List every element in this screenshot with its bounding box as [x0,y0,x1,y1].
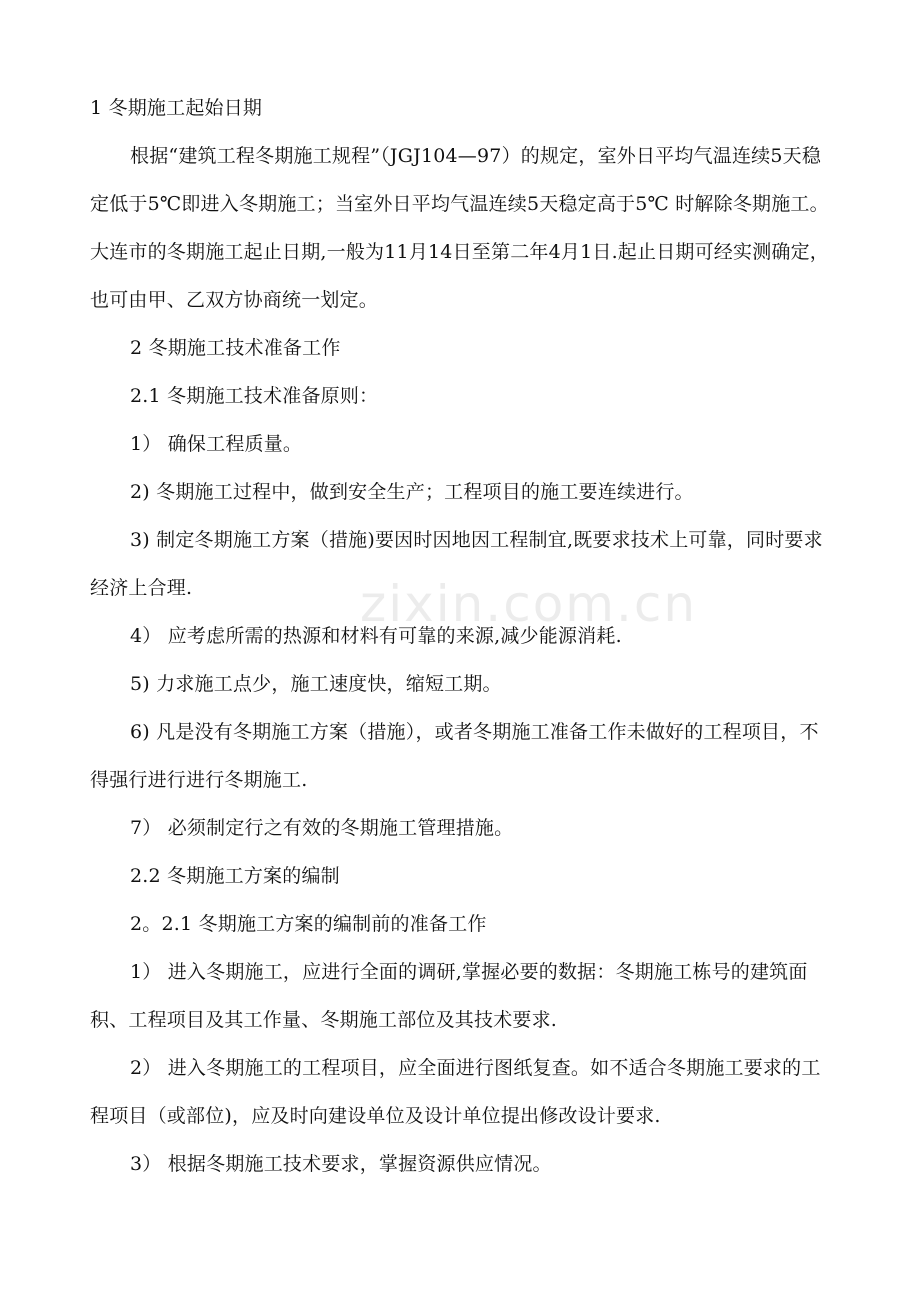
list-item: 4） 应考虑所需的热源和材料有可靠的来源,减少能源消耗. [130,625,622,647]
list-item: 2) 冬期施工过程中，做到安全生产；工程项目的施工要连续进行。 [130,481,694,503]
watermark: zixin.com.cn [360,575,698,633]
heading-2-1: 2.1 冬期施工技术准备原则： [130,385,379,407]
list-item: 1） 进入冬期施工，应进行全面的调研,掌握必要的数据：冬期施工栋号的建筑面积、工程项目及其工作量、冬期施工部位及其技术要求. [90,961,808,1031]
heading-2-2-1: 2。2.1 冬期施工方案的编制前的准备工作 [130,913,487,935]
heading-2-2: 2.2 冬期施工方案的编制 [130,865,340,887]
heading-1: 1 冬期施工起始日期 [90,97,263,119]
heading-2: 2 冬期施工技术准备工作 [130,337,341,359]
list-item: 3） 根据冬期施工技术要求，掌握资源供应情况。 [130,1153,552,1175]
list-item: 7） 必须制定行之有效的冬期施工管理措施。 [130,817,514,839]
list-item: 3) 制定冬期施工方案（措施)要因时因地因工程制宜,既要求技术上可靠，同时要求经济上合理. [90,529,823,599]
paragraph-start-date: 根据“建筑工程冬期施工规程”（JGJ104—97）的规定，室外日平均气温连续5天稳定低于5℃即进入冬期施工；当室外日平均气温连续5天稳定高于5℃ 时解除冬期施工。大连市的冬期施工起止日期,一般为11月14日至第二年4月1日.起止日期可经实测确定，也可由甲、乙双方协商统一划定。 [90,145,830,311]
list-item: 1） 确保工程质量。 [130,433,303,455]
list-item: 6) 凡是没有冬期施工方案（措施），或者冬期施工准备工作未做好的工程项目，不得强行进行进行冬期施工. [90,721,819,791]
list-item: 5) 力求施工点少，施工速度快，缩短工期。 [130,673,502,695]
list-item: 2） 进入冬期施工的工程项目，应全面进行图纸复查。如不适合冬期施工要求的工程项目（或部位)，应及时向建设单位及设计单位提出修改设计要求. [90,1057,821,1127]
